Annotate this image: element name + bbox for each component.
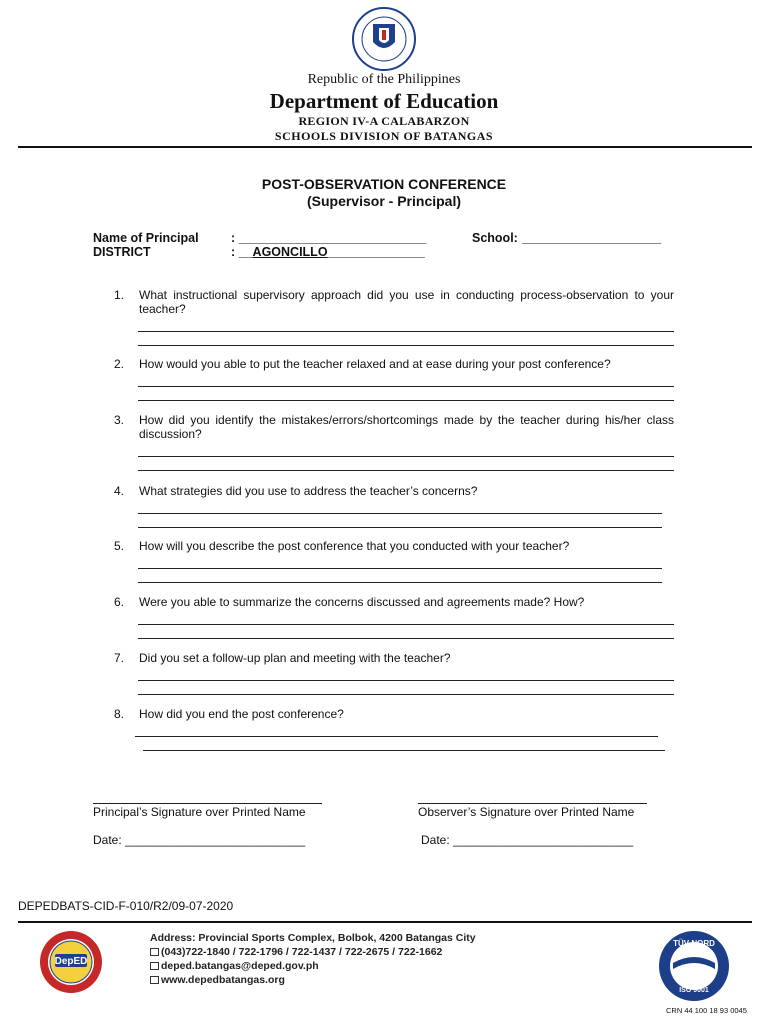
region-heading: REGION IV-A CALABARZON [298,114,470,128]
question-4 [114,484,662,528]
answer-line[interactable] [138,513,662,514]
question-8 [114,707,674,751]
question-2 [114,357,674,401]
footer-email-text: deped.batangas@deped.gov.ph [161,960,319,972]
question-text: Did you set a follow-up plan and meeting with the teacher? [139,651,451,665]
question-number: 2. [114,357,125,371]
answer-line[interactable] [138,582,662,583]
answer-line[interactable] [138,331,674,332]
observer-signature-line[interactable] [418,803,647,804]
question-text: What instructional supervisory approach did you use in conducting process-observation to your teacher? [139,288,674,316]
answer-line[interactable] [138,345,674,346]
observer-signature-label: Observer’s Signature over Printed Name [418,805,635,819]
principal-signature-line[interactable] [93,803,322,804]
crn-number: CRN 44 100 18 93 0045 [666,1006,747,1015]
question-number: 5. [114,539,125,553]
district-prefix: : __ [231,245,253,259]
principal-field[interactable]: : ___________________________ [231,231,427,245]
school-label: School: [472,231,518,245]
footer-email[interactable] [150,959,319,973]
answer-line[interactable] [138,624,674,625]
principal-signature-label: Principal’s Signature over Printed Name [93,805,306,819]
district-value: AGONCILLO [252,245,328,259]
form-subtitle: (Supervisor - Principal) [306,193,462,209]
question-text: How did you end the post conference? [139,707,344,721]
question-number: 6. [114,595,125,609]
question-text: How would you able to put the teacher relaxed and at ease during your post conference? [139,357,611,371]
phone-icon [150,948,159,956]
question-text: What strategies did you use to address the teacher’s concerns? [139,484,478,498]
question-text: How will you describe the post conference that you conducted with your teacher? [139,539,570,553]
district-label: DISTRICT [93,245,151,259]
answer-line[interactable] [138,694,674,695]
answer-line[interactable] [138,470,674,471]
form-title: POST-OBSERVATION CONFERENCE [261,176,507,192]
answer-line[interactable] [135,736,658,737]
department-heading: Department of Education [269,89,499,113]
footer-website-text: www.depedbatangas.org [161,974,285,986]
footer-phone-text: (043)722-1840 / 722-1796 / 722-1437 / 722-2675 / 722-1662 [161,946,443,958]
answer-line[interactable] [138,568,662,569]
footer-address: Address: Provincial Sports Complex, Bolbok, 4200 Batangas City [150,932,476,944]
division-logo [38,929,104,995]
iso-text: ISO 9001 [679,987,709,994]
email-icon [150,962,159,970]
globe-icon [150,976,159,984]
division-heading: SCHOOLS DIVISION OF BATANGAS [274,129,494,143]
republic-heading: Republic of the Philippines [307,72,461,87]
answer-line[interactable] [138,400,674,401]
form-code: DEPEDBATS-CID-F-010/R2/09-07-2020 [18,899,234,913]
footer-website[interactable] [150,973,285,987]
answer-line[interactable] [138,638,674,639]
question-1 [114,288,674,346]
principal-date-field[interactable]: Date: ___________________________ [93,833,306,847]
question-text: Were you able to summarize the concerns discussed and agreements made? How? [139,595,585,609]
question-3 [114,413,674,471]
answer-line[interactable] [138,680,674,681]
answer-line[interactable] [138,527,662,528]
question-7 [114,651,674,695]
question-text: How did you identify the mistakes/errors/shortcomings made by the teacher during his/her class discussion? [139,413,674,441]
question-number: 1. [114,288,125,302]
footer-phone [150,945,442,959]
observer-date-field[interactable]: Date: ___________________________ [421,833,634,847]
division-logo-text: DepED [54,956,88,967]
question-number: 4. [114,484,125,498]
district-suffix: ______________ [327,245,425,259]
district-field[interactable] [231,245,425,259]
footer-divider [18,921,752,923]
header-divider [18,146,752,148]
principal-label: Name of Principal [93,231,199,245]
school-field[interactable]: ____________________ [522,231,662,245]
answer-line[interactable] [143,750,665,751]
question-5 [114,539,662,583]
question-number: 8. [114,707,125,721]
answer-line[interactable] [138,386,674,387]
answer-line[interactable] [138,456,674,457]
question-number: 7. [114,651,125,665]
tuv-iso-logo [657,929,731,1003]
question-6 [114,595,674,639]
question-number: 3. [114,413,125,427]
tuv-brand-text: TÜV NORD [673,939,715,948]
deped-seal-logo [343,6,425,72]
